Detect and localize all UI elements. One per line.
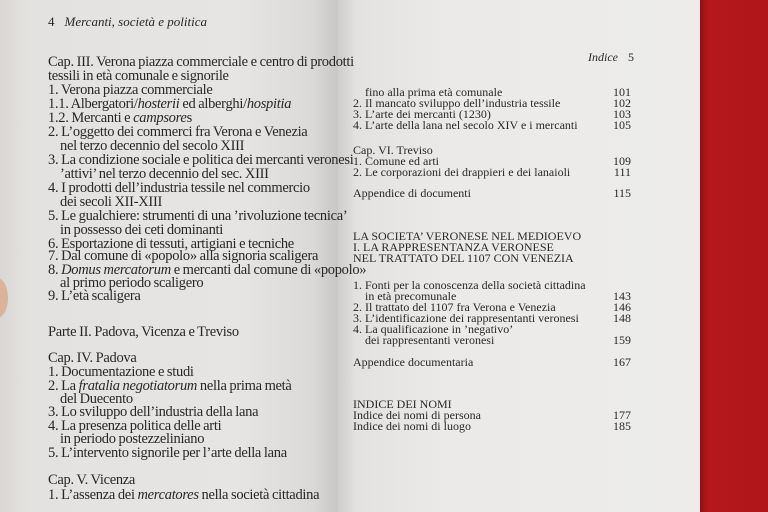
toc-entry xyxy=(365,333,494,348)
entry-title: Appendice documentaria xyxy=(353,355,474,369)
left-page-header xyxy=(48,14,207,30)
toc-entry xyxy=(353,419,471,434)
book-cover-edge xyxy=(700,0,768,512)
text-segment: 1. L’assenza dei xyxy=(48,487,138,503)
text-segment: Cap. IV. Padova xyxy=(48,350,137,366)
entry-title: 3. L’identificazione dei rappresentanti veronesi xyxy=(353,311,579,325)
text-segment: nella prima metà xyxy=(197,378,292,394)
text-segment: ’attivi’ nel terzo decennio del sec. XIII xyxy=(60,166,269,182)
text-segment: al primo periodo scaligero xyxy=(60,275,204,291)
entry-page-number: 103 xyxy=(613,107,631,121)
text-segment: 1.1. Albergatori/ xyxy=(48,96,138,112)
entry-title: dei rappresentanti veronesi xyxy=(365,333,495,347)
running-title: Mercanti, società e politica xyxy=(64,14,207,29)
entry-title: fino alla prima età comunale xyxy=(365,85,503,99)
text-segment: in periodo postezzeliniano xyxy=(60,431,205,447)
italic-term: Domus mercatorum xyxy=(61,262,171,278)
toc-entry xyxy=(353,118,578,133)
text-segment: 1. Verona piazza commerciale xyxy=(48,82,213,98)
text-segment: 4. I prodotti dell’industria tessile nel commercio xyxy=(48,180,310,196)
toc-line xyxy=(48,324,239,341)
entry-title: 2. Le corporazioni dei drappieri e dei lanaioli xyxy=(353,165,571,179)
italic-term: hosterii xyxy=(137,96,180,112)
text-segment: 2. La xyxy=(48,378,79,394)
toc-entry xyxy=(353,355,473,370)
entry-title: NEL TRATTATO DEL 1107 CON VENEZIA xyxy=(353,251,574,265)
entry-title: 1. Fonti per la conoscenza della società cittadina xyxy=(353,278,586,292)
toc-entry xyxy=(353,251,574,266)
entry-page-number: 111 xyxy=(613,165,631,179)
entry-page-number: 146 xyxy=(613,300,631,314)
text-segment: nel terzo decennio del secolo XIII xyxy=(60,138,245,154)
entry-page-number: 109 xyxy=(613,154,631,168)
entry-title: INDICE DEI NOMI xyxy=(353,397,452,411)
text-segment: dei secoli XII-XIII xyxy=(60,194,163,210)
entry-title: Indice dei nomi di persona xyxy=(353,408,481,422)
toc-line xyxy=(48,445,287,462)
entry-title: Cap. VI. Treviso xyxy=(353,143,433,157)
entry-title: Appendice di documenti xyxy=(353,186,471,200)
text-segment: 6. Esportazione di tessuti, artigiani e tecniche xyxy=(48,236,294,252)
text-segment: 1. Documentazione e studi xyxy=(48,364,194,380)
text-segment: Cap. III. Verona piazza commerciale e centro di prodotti xyxy=(48,54,354,70)
text-segment: 4. La presenza politica delle arti xyxy=(48,418,222,434)
entry-title: 1. Comune ed arti xyxy=(353,154,439,168)
entry-title: LA SOCIETA’ VERONESE NEL MEDIOEVO xyxy=(353,229,582,243)
text-segment: s xyxy=(186,110,192,126)
entry-page-number: 102 xyxy=(613,96,631,110)
entry-title: in età precomunale xyxy=(365,289,457,303)
entry-page-number: 167 xyxy=(613,355,631,369)
entry-page-number: 177 xyxy=(613,408,631,422)
entry-page-number: 159 xyxy=(613,333,631,347)
text-segment: Parte II. Padova, Vicenza e Treviso xyxy=(48,324,239,340)
page-number: 5 xyxy=(627,50,634,64)
text-segment: 7. Dal comune di «popolo» alla signoria scaligera xyxy=(48,248,319,264)
text-segment: tessili in età comunale e signorile xyxy=(48,68,229,84)
entry-title: 4. L’arte della lana nel secolo XIV e i mercanti xyxy=(353,118,578,132)
text-segment: 2. L’oggetto dei commerci fra Verona e Venezia xyxy=(48,124,308,140)
entry-title: I. LA RAPPRESENTANZA VERONESE xyxy=(353,240,554,254)
right-page-header xyxy=(588,50,634,65)
text-segment: 3. La condizione sociale e politica dei mercanti veronesi xyxy=(48,152,354,168)
italic-term: hospitia xyxy=(246,96,292,112)
entry-page-number: 115 xyxy=(613,186,631,200)
italic-term: fratalia negotiatorum xyxy=(78,378,198,394)
text-segment: in possesso dei ceti dominanti xyxy=(60,222,223,238)
text-segment: 8. xyxy=(48,262,62,278)
text-segment: Cap. V. Vicenza xyxy=(48,472,136,488)
entry-page-number: 143 xyxy=(613,289,631,303)
entry-title: 2. Il trattato del 1107 fra Verona e Venezia xyxy=(353,300,556,314)
text-segment: 9. L’età scaligera xyxy=(48,288,141,304)
toc-line xyxy=(48,487,319,504)
text-segment: nella società cittadina xyxy=(198,487,320,503)
italic-term: campsore xyxy=(133,110,187,126)
text-segment: 1.2. Mercanti e xyxy=(48,110,134,126)
entry-title: Indice dei nomi di luogo xyxy=(353,419,471,433)
entry-title: 3. L’arte dei mercanti (1230) xyxy=(353,107,491,121)
text-segment: 5. Le gualchiere: strumenti di una ’rivoluzione tecnica’ xyxy=(48,208,348,224)
thumb xyxy=(0,278,8,318)
running-title: Indice xyxy=(588,50,618,64)
text-segment: ed alberghi/ xyxy=(179,96,247,112)
text-segment: del Duecento xyxy=(60,391,133,407)
text-segment: 3. Lo sviluppo dell’industria della lana xyxy=(48,404,259,420)
italic-term: mercatores xyxy=(137,487,199,503)
right-page xyxy=(338,0,700,512)
entry-title: 2. Il mancato sviluppo dell’industria tessile xyxy=(353,96,561,110)
entry-page-number: 148 xyxy=(613,311,631,325)
page-number: 4 xyxy=(48,14,55,29)
toc-entry xyxy=(353,186,471,201)
text-segment: e mercanti dal comune di «popolo» xyxy=(170,262,367,278)
toc-entry xyxy=(353,165,570,180)
entry-page-number: 101 xyxy=(613,85,631,99)
entry-title: 4. La qualificazione in ’negativo’ xyxy=(353,322,514,336)
toc-line xyxy=(48,288,141,305)
entry-page-number: 185 xyxy=(613,419,631,433)
left-page xyxy=(0,0,367,512)
entry-page-number: 105 xyxy=(613,118,631,132)
text-segment: 5. L’intervento signorile per l’arte della lana xyxy=(48,445,287,461)
